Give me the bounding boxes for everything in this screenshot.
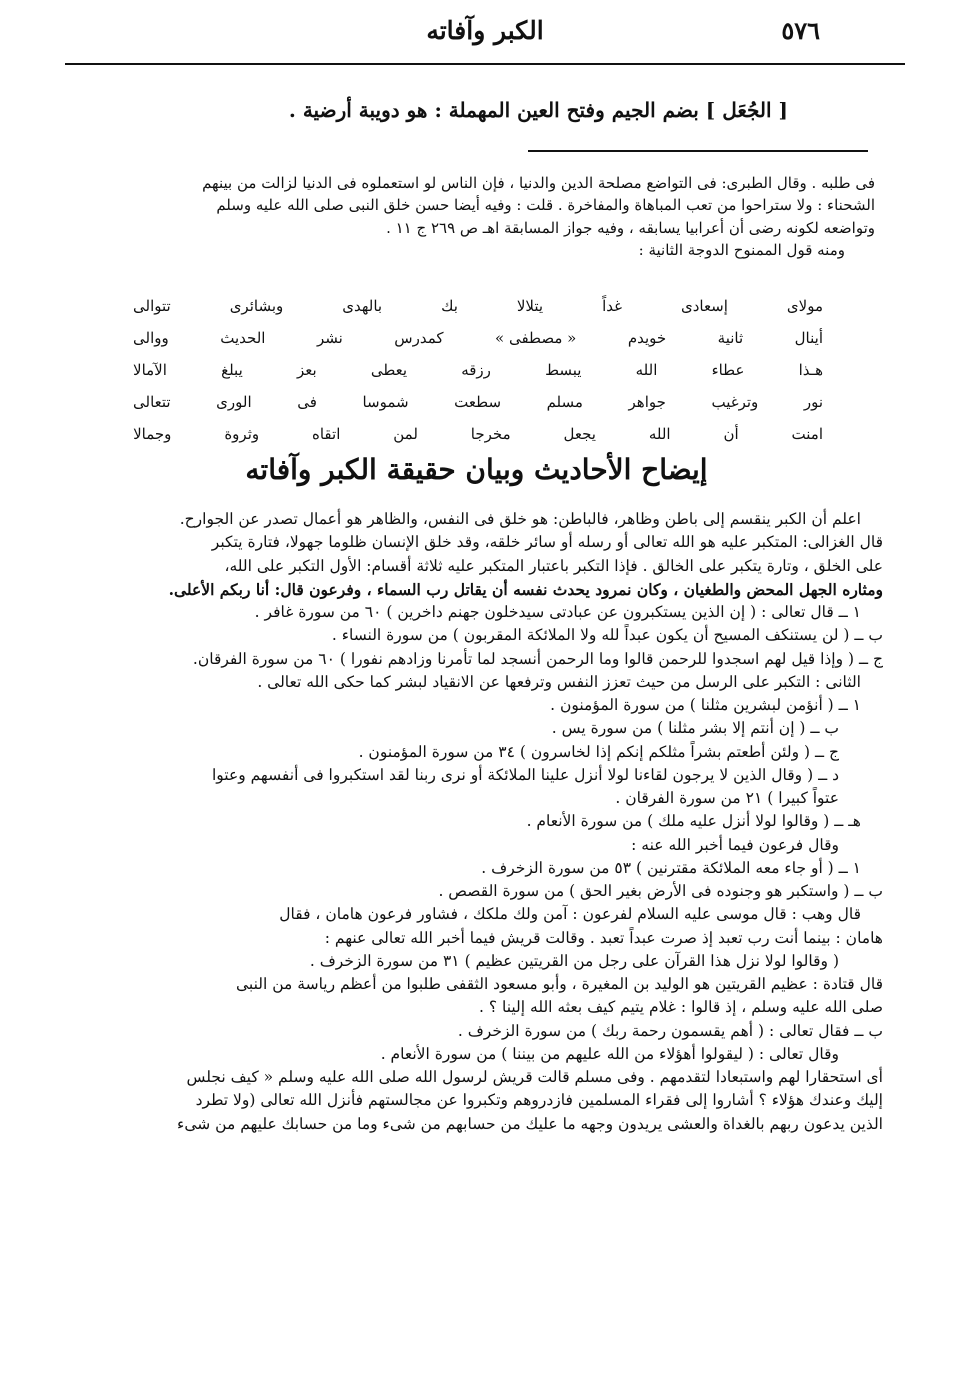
poem-word: هـذا	[798, 361, 823, 379]
poem-word: شموسا	[362, 393, 409, 411]
text-line: د ــ ( وقال الذين لا يرجون لقاءنا لولا أنزل علينا الملائكة أو نرى ربنا لقد استكبروا فى أنفسهم وعتوا	[211, 765, 839, 784]
poem-verse	[133, 290, 823, 322]
poem-word: ثانية	[717, 329, 744, 347]
text-line: الذين يدعون ربهم بالغداة والعشى يريدون وجهه ما عليك من حسابهم من شىء وما من حسابك عليهم من شىء	[177, 1114, 883, 1133]
poem-word: ووالى	[133, 329, 169, 347]
poem-word: الحديث	[220, 329, 266, 347]
text-line: قال الغزالى: المتكبر عليه هو الله تعالى أو رسله أو سائر خلقه، وقد خلق الإنسان ظلوما جهولا، فتارة يتكبر	[211, 533, 883, 552]
poem-word: يعطى	[370, 361, 408, 379]
poem-word: غداً	[602, 297, 622, 315]
text-line: ١ ــ قال تعالى : ( إن الذين يستكبرون عن عبادتى سيدخلون جهنم داخرين ) ٦٠ من سورة غافر .	[254, 603, 861, 621]
intro-paragraph	[83, 172, 875, 262]
poem-word: أينال	[794, 329, 823, 347]
text-line: ب ــ ( إن أنتم إلا بشر مثلنا ) من سورة يس .	[551, 719, 839, 738]
page-header	[60, 12, 910, 60]
poem-word: الله	[635, 361, 658, 379]
poem-word: الورى	[216, 393, 252, 411]
poem-word: اتقاه	[312, 425, 341, 443]
poem-word: « مصطفى »	[495, 329, 577, 347]
running-title: الكبر وآفاته	[426, 16, 544, 45]
text-line: ١ ــ ( أو جاء معه الملائكة مقترنين ) ٥٣ من سورة الزخرف .	[481, 858, 861, 877]
header-rule	[65, 63, 905, 65]
text-line: صلى الله عليه وسلم ، إذ قالوا : غلام يتيم كيف بعثه الله إلينا ؟ .	[478, 998, 883, 1017]
poem-word: تتوالى	[133, 297, 171, 315]
poem-word: سطعت	[454, 393, 502, 411]
text-line: ب ــ ( لن يستنكف المسيح أن يكون عبداً لله ولا الملائكة المقربون ) من سورة النساء .	[331, 626, 883, 645]
text-line: وقال فرعون فيما أخبر الله عنه :	[631, 835, 839, 854]
poem-word: بالهدى	[342, 297, 383, 315]
text-line: قال وهب : قال موسى عليه السلام لفرعون : آمن ولك ملكك ، فشاور فرعون هامان ، فقال	[279, 905, 861, 924]
text-line: فى طلبه . وقال الطبرى: فى التواضع مصلحة الدين والدنيا ، فإن الناس لو استعملوه فى الدنيا لزالت من بينهم	[202, 174, 875, 192]
poem-word: لمن	[393, 425, 418, 443]
poem-word: بك	[441, 297, 458, 315]
text-line: ج ــ ( وإذا قيل لهم اسجدوا للرحمن قالوا وما الرحمن أنسجد لما تأمرنا وزادهم نفورا ) ٦٠ من سورة الفرقان.	[192, 649, 883, 668]
text-line: الشحناء : ولا ستراحوا من تعب المباهاة والمفاخرة . قلت : وفيه أيضا حسن خلق النبى صلى الله عليه وسلم	[216, 196, 875, 215]
poem-word: عطاء	[711, 361, 745, 379]
text-line: ج ــ ( ولئن أطعتم بشراً مثلكم إنكم إذا لخاسرون ) ٣٤ من سورة المؤمنون .	[358, 742, 839, 761]
text-line: ب ــ ( واستكبر هو وجنوده فى الأرض بغير الحق ) من سورة القصص .	[438, 882, 883, 900]
text-line: أى استحقارا لهم واستبعادا لتقدمهم . وفى مسلم قالت قريش لرسول الله صلى الله عليه وسلم « كيف نجلس	[186, 1068, 883, 1086]
text-line: ومثاره الجهل المحض والطغيان ، وكان نمرود يحدث نفسه أن يقاتل رب السماء ، وفرعون قال: أنا ربكم الأعلى.	[168, 579, 883, 599]
text-line: عتواً كبيرا ) ٢١ من سورة الفرقان .	[615, 789, 839, 807]
poem-word: مولاى	[786, 297, 823, 315]
text-line: هـ ــ ( وقالوا لولا أنزل عليه ملك ) من سورة الأنعام .	[526, 812, 861, 831]
text-line: اعلم أن الكبر ينقسم إلى باطن وظاهر، فالباطن: هو خلق فى النفس، والظاهر هو أعمال تصدر عن الجوارح.	[179, 510, 861, 528]
page-number: ٥٧٦	[781, 16, 820, 45]
poem-word: بعز	[296, 361, 317, 379]
poem-word: الآمالا	[133, 361, 167, 379]
poem-word: يجعل	[563, 425, 596, 443]
poem	[133, 290, 823, 450]
text-line: قال قتادة : عظيم القريتين هو الوليد بن المغيرة ، وأبو مسعود الثقفى طلبوا من أعظم رياسة من النبى	[236, 975, 883, 993]
poem-word: نشر	[316, 329, 343, 347]
poem-word: أن	[723, 425, 739, 443]
poem-word: وبشائرى	[229, 297, 284, 315]
poem-word: وترغيب	[711, 393, 759, 411]
text-line: هامان : بينما أنت رب تعبد إذ صرت عبداً تعبد . وقالت قريش فيما أخبر الله تعالى عنهم :	[324, 928, 883, 947]
poem-word: يبسط	[545, 361, 582, 379]
text-line: ١ ــ ( أنؤمن لبشرين مثلنا ) من سورة المؤمنون .	[550, 696, 861, 714]
poem-verse	[133, 386, 823, 418]
poem-word: يبلغ	[221, 361, 243, 379]
footnote-rule	[528, 150, 868, 152]
poem-word: نور	[803, 393, 823, 411]
poem-word: يتلالا	[516, 297, 544, 315]
text-line: ومنه قول الممنوح الدوجة الثانية :	[638, 241, 845, 260]
poem-word: تتعالى	[133, 393, 171, 411]
text-line: إليك وعندك هؤلاء ؟ أشاروا إلى فقراء المسلمين فازدروهم وتكبروا عن مجالستهم فأنزل الله تعالى (ولا تطرد	[195, 1091, 883, 1110]
text-line: ب ــ فقال تعالى : ( أهم يقسمون رحمة ربك ) من سورة الزخرف .	[457, 1021, 883, 1040]
section-heading: إيضاح الأحاديث وبيان حقيقة الكبر وآفاته	[245, 453, 708, 486]
poem-word: مسلم	[546, 393, 583, 411]
poem-word: إسعادى	[680, 297, 728, 315]
poem-word: جواهر	[628, 393, 666, 411]
poem-word: الله	[648, 425, 671, 443]
text-line: وتواضعه لكونه رضى أن أعرابيا يسابقه ، وفيه جواز المسابقة اهـ ص ٢٦٩ ج ١١ .	[386, 218, 875, 237]
poem-word: كمدرس	[394, 329, 444, 347]
poem-word: امنت	[791, 425, 823, 443]
text-line: على الخلق ، وتارة يتكبر على الخالق . فإذا التكبر باعتبار المتكبر عليه ثلاثة أقسام: الأول التكبر على الله،	[224, 556, 883, 575]
poem-word: وثروة	[224, 425, 260, 443]
poem-word: مخرجا	[470, 425, 511, 443]
footnote: [ الجُعَل ] بضم الجيم وفتح العين المهملة : هو دويبة أرضية .	[288, 98, 788, 122]
poem-verse	[133, 418, 823, 450]
text-line: ( وقالوا لولا نزل هذا القرآن على رجل من القريتين عظيم ) ٣١ من سورة الزخرف .	[309, 951, 839, 970]
poem-word: رزقه	[461, 361, 491, 379]
poem-word: خويدم	[627, 329, 667, 347]
poem-verse	[133, 322, 823, 354]
poem-word: وجمالا	[133, 425, 172, 443]
main-body	[73, 508, 883, 1136]
poem-word: فى	[297, 393, 317, 411]
text-line: الثانى : التكبر على الرسل من حيث تعزز النفس وترفعها عن الانقياد لبشر كما حكى الله تعالى .	[257, 672, 861, 691]
text-line: وقال تعالى : ( ليقولوا أهؤلاء من الله عليهم من بيننا ) من سورة الأنعام .	[380, 1044, 839, 1063]
poem-verse	[133, 354, 823, 386]
